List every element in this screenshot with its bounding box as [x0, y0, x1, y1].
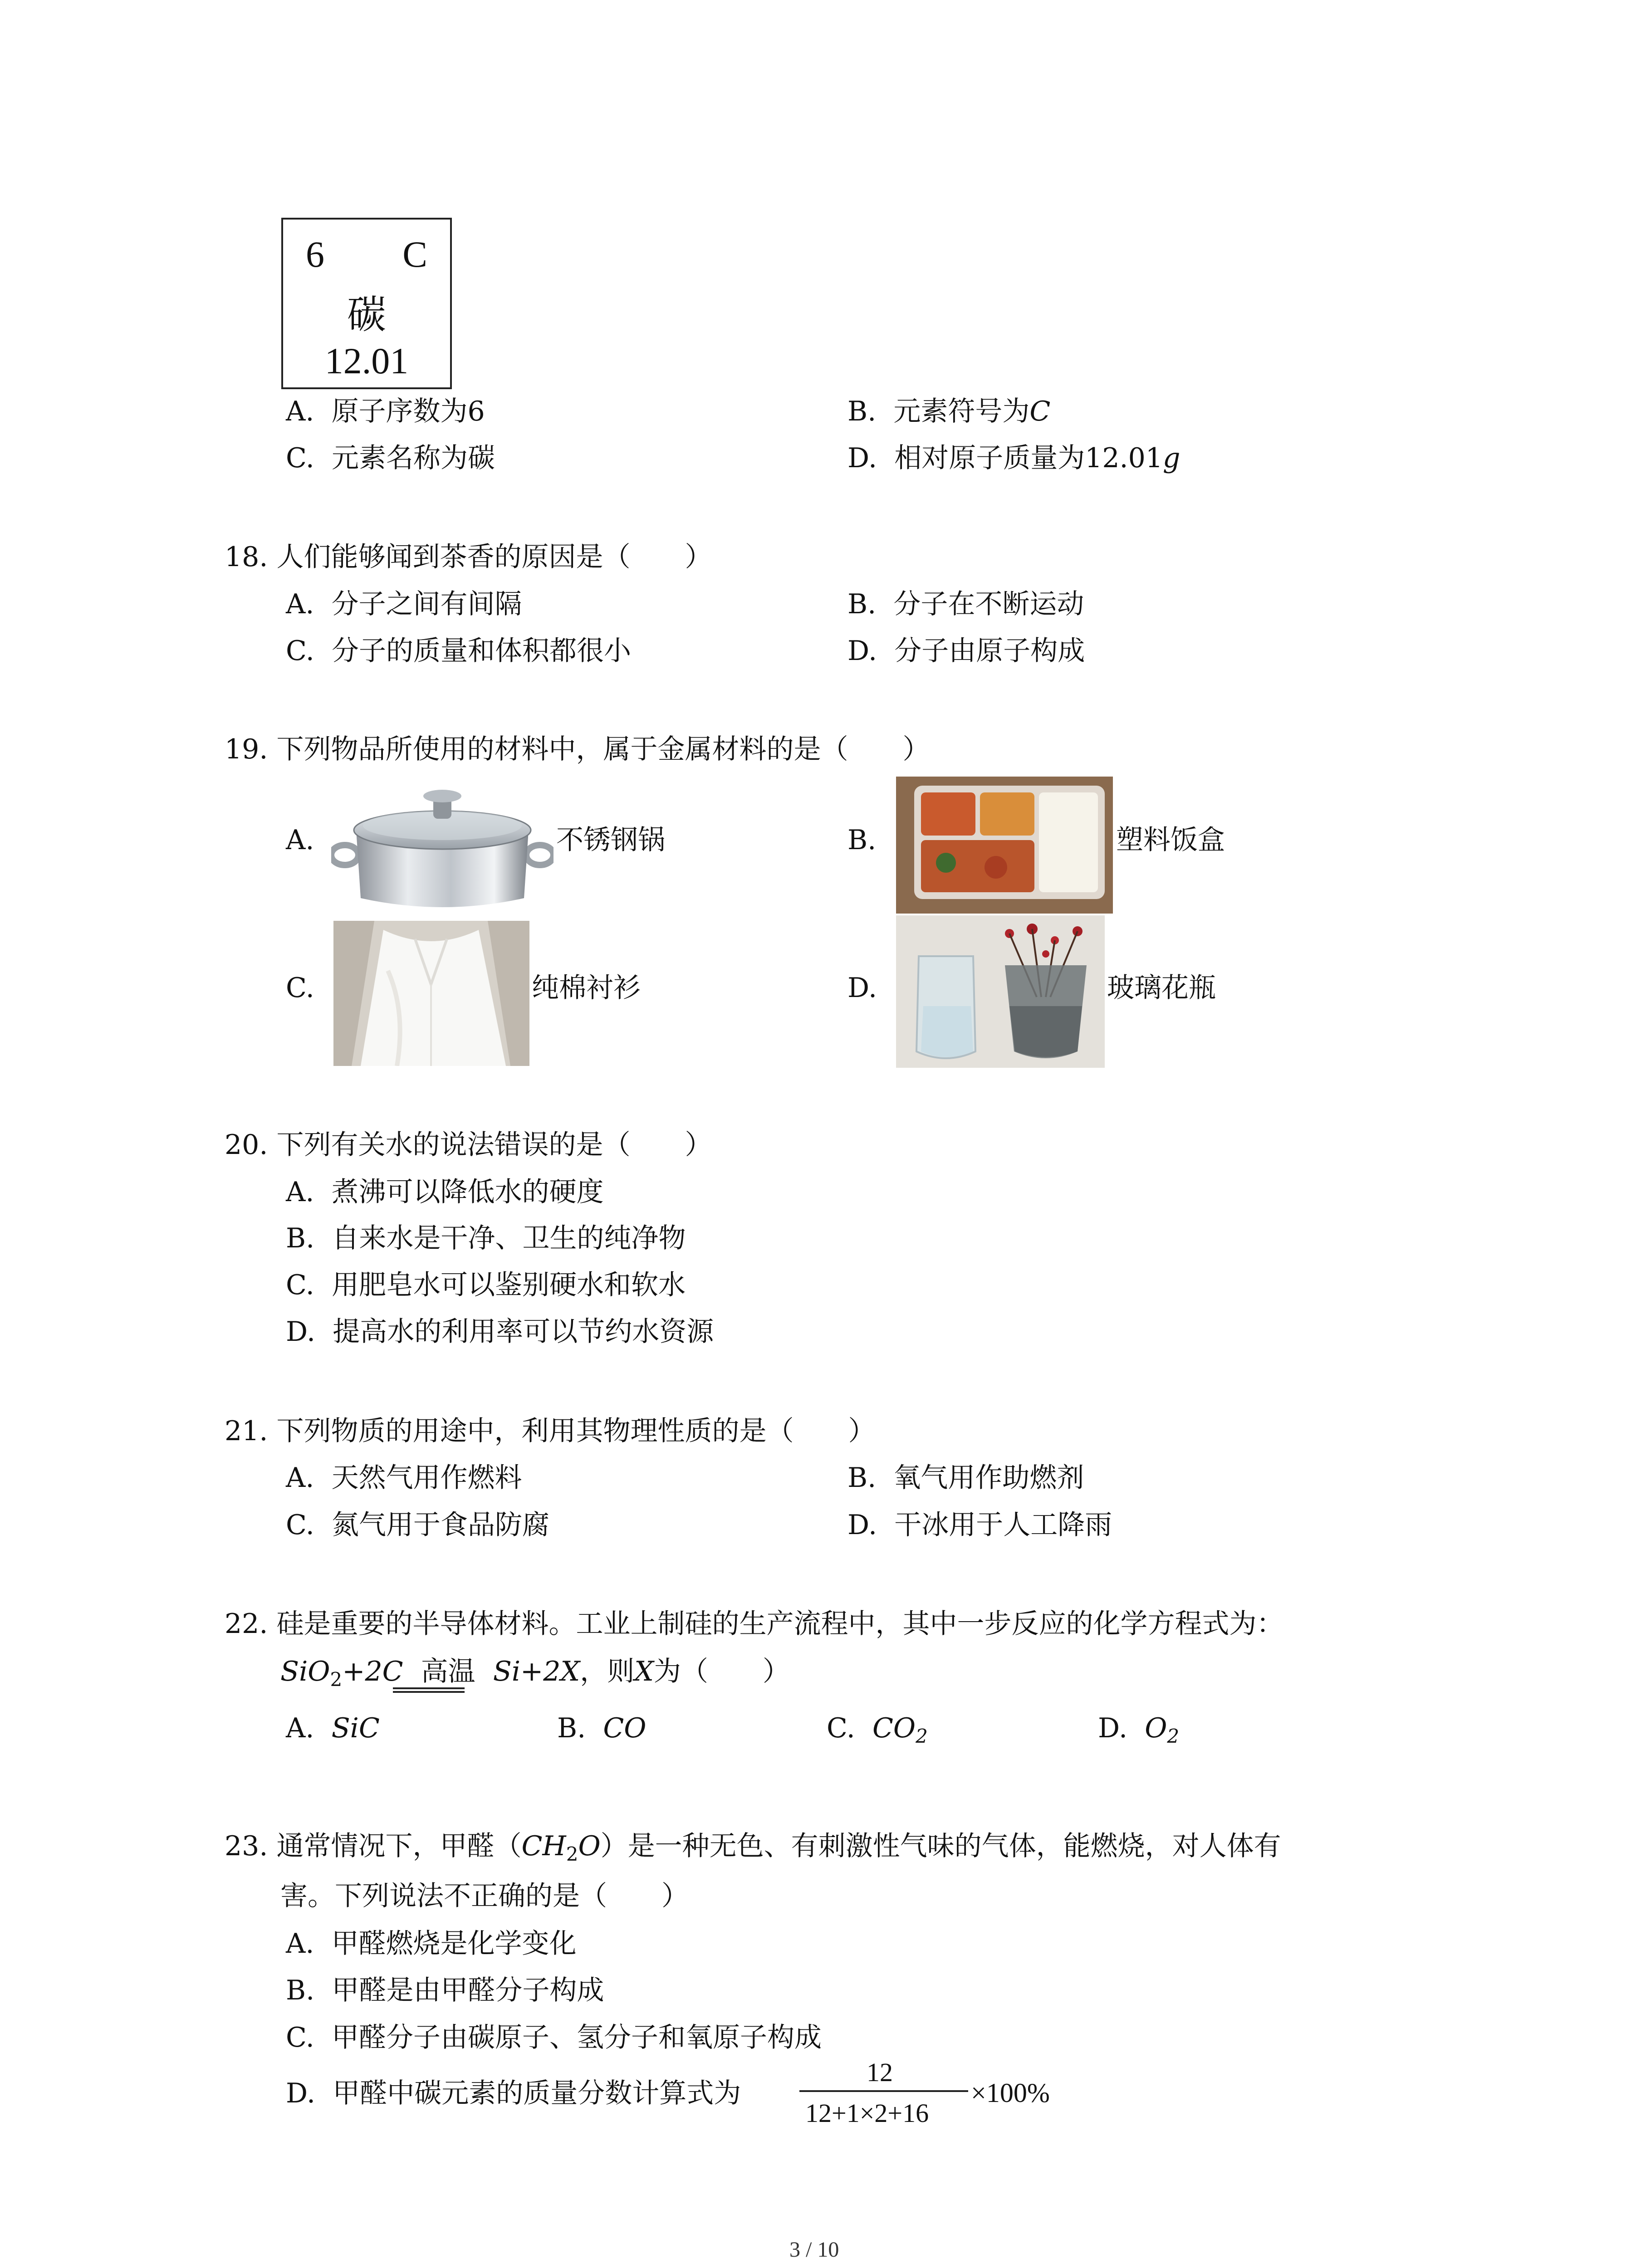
element-name: 碳	[347, 292, 386, 337]
page-number: 3 / 10	[789, 2238, 839, 2262]
element-card	[281, 218, 452, 389]
fraction-bar	[799, 2090, 968, 2092]
fraction-tail: ×100%	[971, 2078, 1050, 2108]
q19-option-d-label: D.	[847, 972, 877, 1004]
q18-option-c: C. 分子的质量和体积都很小	[286, 635, 631, 667]
q18-option-d: D. 分子由原子构成	[847, 635, 1085, 667]
q20-option-d: D. 提高水的利用率可以节约水资源	[286, 1316, 714, 1348]
q23-option-a: A. 甲醛燃烧是化学变化	[286, 1928, 577, 1960]
atomic-number: 6	[306, 234, 324, 275]
element-symbol: C	[402, 234, 427, 275]
q23-option-c: C. 甲醛分子由碳原子、氢分子和氧原子构成	[286, 2022, 822, 2053]
fraction-numerator: 12	[867, 2058, 893, 2087]
q23-option-b: B. 甲醛是由甲醛分子构成	[286, 1975, 604, 2006]
q19-option-b-text: 塑料饭盒	[1116, 824, 1225, 856]
q22-stem: 22. 硅是重要的半导体材料。工业上制硅的生产流程中，其中一步反应的化学方程式为：	[225, 1608, 1284, 1640]
q20-option-b: B. 自来水是干净、卫生的纯净物	[286, 1222, 686, 1254]
cotton-shirt-image	[333, 921, 529, 1066]
q19-option-d-text: 玻璃花瓶	[1107, 972, 1216, 1004]
q19-option-a-label: A.	[286, 824, 314, 856]
q18-stem: 18. 人们能够闻到茶香的原因是（ ）	[225, 541, 712, 573]
q18-option-a: A. 分子之间有间隔	[286, 588, 522, 620]
q19-option-c-text: 纯棉衬衫	[532, 972, 641, 1004]
q22-option-a: A. SiC	[286, 1712, 380, 1744]
q20-option-a: A. 煮沸可以降低水的硬度	[286, 1176, 604, 1208]
q23-stem-line2: 害。下列说法不正确的是（ ）	[280, 1880, 689, 1912]
fraction-denominator: 12+1×2+16	[805, 2098, 929, 2128]
q23-stem-line1: 23. 通常情况下，甲醛$(CH_2O)$是一种无色、有刺激性气味的气体，能燃烧，对人体有	[225, 1830, 1281, 1865]
q22-option-b: B. CO	[557, 1712, 647, 1744]
plastic-lunchbox-image	[896, 777, 1113, 914]
q19-stem: 19. 下列物品所使用的材料中，属于金属材料的是（ ）	[225, 733, 930, 765]
q19-option-a-text: 不锈钢锅	[556, 824, 665, 856]
q17-option-a: A. 原子序数为6	[286, 396, 485, 427]
q21-stem: 21. 下列物质的用途中，利用其物理性质的是（ ）	[225, 1415, 876, 1447]
q19-option-c-label: C.	[286, 972, 314, 1004]
reaction-condition: 高温	[421, 1656, 475, 1687]
q17-option-b: B. 元素符号为C	[847, 396, 1051, 427]
q21-option-a: A. 天然气用作燃料	[286, 1462, 522, 1494]
q17-option-d: D. 相对原子质量为12.01g	[847, 442, 1181, 474]
q19-option-b-label: B.	[847, 824, 877, 856]
q22-option-d: D. $O_2$	[1098, 1712, 1180, 1747]
q23-option-d: D. 甲醛中碳元素的质量分数计算式为	[286, 2077, 741, 2109]
glass-vase-image	[896, 915, 1105, 1068]
stainless-pot-image	[331, 771, 554, 916]
q18-option-b: B. 分子在不断运动	[847, 588, 1084, 620]
q21-option-d: D. 干冰用于人工降雨	[847, 1509, 1112, 1541]
reaction-arrow-equals	[393, 1687, 465, 1693]
q20-option-c: C. 用肥皂水可以鉴别硬水和软水	[286, 1269, 686, 1301]
atomic-mass: 12.01	[324, 340, 409, 381]
q17-option-c: C. 元素名称为碳	[286, 442, 495, 474]
q21-option-c: C. 氮气用于食品防腐	[286, 1509, 549, 1541]
q22-equation: SiO$_2$+2C 高温 Si+2X，则X为（ ）	[280, 1656, 790, 1691]
q20-stem: 20. 下列有关水的说法错误的是（ ）	[225, 1129, 712, 1161]
q21-option-b: B. 氧气用作助燃剂	[847, 1462, 1084, 1494]
q22-option-c: C. $CO_2$	[827, 1712, 928, 1747]
